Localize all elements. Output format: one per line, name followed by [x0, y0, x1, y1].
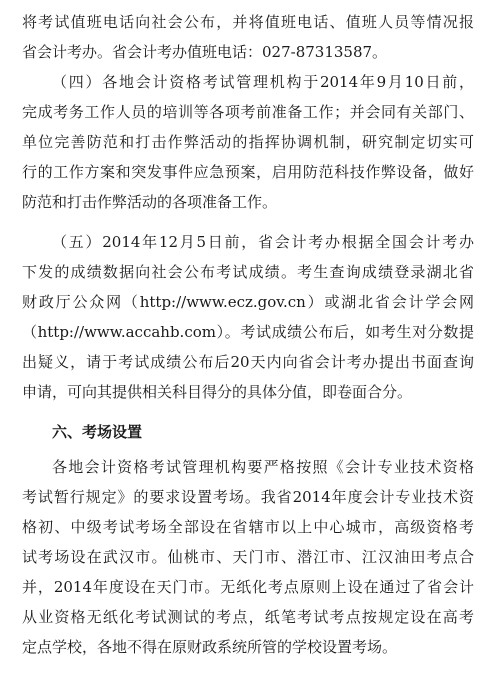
text-line-13: 申请，可向其提供相关科目得分的具体分值，即卷面合分。 [22, 383, 413, 401]
text-line-21: 定点学校，各地不得在原财政系统所管的学校设置考场。 [22, 638, 398, 656]
text-line-2: 省会计考办。省会计考办值班电话：027-87313587。 [22, 43, 388, 61]
text-line-12: 出疑义，请于考试成绩公布后20天内向省会计考办提出书面查询 [22, 353, 474, 371]
text-line-19: 并，2014年度设在天门市。无纸化考点原则上设在通过了省会计 [22, 578, 474, 596]
text-line-11: （http://www.accahb.com）。考试成绩公布后，如考生对分数提 [22, 323, 474, 341]
section-heading: 六、考场设置 [52, 423, 143, 441]
text-line-6: 行的工作方案和突发事件应急预案，启用防范科技作弊设备，做好 [22, 163, 474, 181]
text-line-3: （四）各地会计资格考试管理机构于2014年9月10日前， [52, 73, 474, 91]
text-line-7: 防范和打击作弊活动的各项准备工作。 [22, 193, 278, 211]
text-line-17: 格初、中级考试考场全部设在省辖市以上中心城市，高级资格考 [22, 518, 474, 536]
text-line-20: 从业资格无纸化考试测试的考点，纸笔考试考点按规定设在高考 [22, 608, 474, 626]
text-line-4: 完成考务工作人员的培训等各项考前准备工作；并会同有关部门、 [22, 103, 474, 121]
text-line-5: 单位完善防范和打击作弊活动的指挥协调机制，研究制定切实可 [22, 133, 474, 151]
text-line-1: 将考试值班电话向社会公布，并将值班电话、值班人员等情况报 [22, 13, 474, 31]
text-line-18: 试考场设在武汉市。仙桃市、天门市、潜江市、江汉油田考点合 [22, 548, 474, 566]
text-line-8: （五）2014年12月5日前，省会计考办根据全国会计考办 [52, 233, 474, 251]
text-line-9: 下发的成绩数据向社会公布考试成绩。考生查询成绩登录湖北省 [22, 263, 474, 281]
text-line-10: 财政厅公众网（http://www.ecz.gov.cn）或湖北省会计学会网 [22, 293, 474, 311]
text-line-16: 考试暂行规定》的要求设置考场。我省2014年度会计专业技术资 [22, 488, 474, 506]
text-line-15: 各地会计资格考试管理机构要严格按照《会计专业技术资格 [52, 458, 474, 476]
